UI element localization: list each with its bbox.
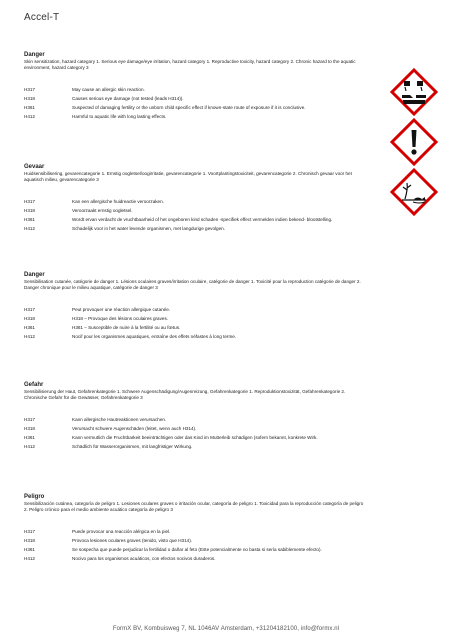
statement-row xyxy=(24,536,424,545)
signal-word: Peligro xyxy=(24,494,45,500)
h-code: H318 xyxy=(24,208,35,213)
h-text: Peut provoquer une réaction allergique cutanée. xyxy=(72,307,171,312)
h-text: May cause an allergic skin reaction. xyxy=(72,87,145,92)
exclamation-mark-icon xyxy=(390,118,438,166)
hazard-statements xyxy=(24,305,424,341)
h-text: Nocivo para los organismos acuáticos, con efectos nocivos duraderos. xyxy=(72,556,216,561)
h-code: H412 xyxy=(24,226,35,231)
h-code: H317 xyxy=(24,199,35,204)
statement-row xyxy=(24,433,424,442)
signal-word: Gefahr xyxy=(24,382,44,388)
hazard-statements xyxy=(24,85,424,121)
h-text: Se sospecha que puede perjudicar la fertilidad o dañar al feto (Este potencialmente no basta si sería sabiblemente efecto). xyxy=(72,547,322,552)
h-text: Kann allergische Hautreaktionen verursachen. xyxy=(72,417,167,422)
h-code: H361 xyxy=(24,325,35,330)
h-code: H318 xyxy=(24,538,35,543)
h-text: Schädlich für Wasserorganismen, mit langfristiger Wirkung. xyxy=(72,444,193,449)
hazard-statements xyxy=(24,415,424,451)
document-title: Accel-T xyxy=(24,12,60,23)
statement-row xyxy=(24,554,424,563)
hazard-classification: Sensibilisierung der Haut, Gefahrenkategorie 1. Schwere Augenschädigung/Augenreizung, Gefahrenkategorie 1. Reproduktionstoxizität, Gefahrenkategorie 2. Chronische Gefahr für die Gewässer, Gefahrenkategorie 3 xyxy=(24,389,346,400)
statement-row xyxy=(24,215,424,224)
hazard-section-en xyxy=(24,52,424,121)
hazard-statements xyxy=(24,197,424,233)
h-text: Puede provocar una reacción alérgica en la piel. xyxy=(72,529,171,534)
h-code: H361 xyxy=(24,217,35,222)
statement-row xyxy=(24,545,424,554)
h-text: Kan een allergische huidreactie veroorzaken. xyxy=(72,199,164,204)
h-text: Schadelijk voor in het water levende organismen, met langdurige gevolgen. xyxy=(72,226,225,231)
statement-row xyxy=(24,94,424,103)
statement-row xyxy=(24,415,424,424)
h-code: H412 xyxy=(24,556,35,561)
h-code: H412 xyxy=(24,444,35,449)
h-code: H412 xyxy=(24,114,35,119)
signal-word: Danger xyxy=(24,272,45,278)
h-text: Verursacht schwere Augenschäden (leitet, wenn auch H314). xyxy=(72,426,197,431)
h-text: H318 – Provoque des lésions oculaires graves. xyxy=(72,316,169,321)
hazard-section-es xyxy=(24,494,424,563)
statement-row xyxy=(24,206,424,215)
h-code: H361 xyxy=(24,105,35,110)
hazard-classification: Sensibilización cutánea, categoría de peligro 1. Lesiones oculares graves o irritación ocular, categoría de peligro 1. Toxicidad para la reproducción categoría de peligro 2. Peligro crónico para el medio ambiente acuático categoría de peligro 3 xyxy=(24,501,364,512)
h-code: H318 xyxy=(24,96,35,101)
hazard-classification: Skin sensitization, hazard category 1. Serious eye damage/eye irritation, hazard category 1. Reproductive toxicity, hazard category 2. Chronic hazard to the aquatic environment, hazard category 3 xyxy=(24,59,356,70)
company-footer: FormX BV, Kombuisweg 7, NL 1046AV Amsterdam, +31204182100, info@formx.nl xyxy=(112,626,340,632)
h-code: H318 xyxy=(24,426,35,431)
statement-row xyxy=(24,323,424,332)
h-code: H317 xyxy=(24,417,35,422)
h-text: Causes serious eye damage (not tested (leads H314)). xyxy=(72,96,184,101)
h-code: H361 xyxy=(24,547,35,552)
statement-row xyxy=(24,305,424,314)
h-text: Suspected of damaging fertility or the unborn child specific effect if known-state route of exposure if it is conclusive. xyxy=(72,105,306,110)
statement-row xyxy=(24,85,424,94)
hazard-section-de xyxy=(24,382,424,451)
h-code: H317 xyxy=(24,529,35,534)
statement-row xyxy=(24,527,424,536)
h-text: Veroorzaakt ernstig oogletsel. xyxy=(72,208,133,213)
statement-row xyxy=(24,332,424,341)
hazard-classification: Sensibilisation cutanée, catégorie de danger 1. Lésions oculaires graves/irritation oculaire, catégorie de danger 1. Toxicité pour la reproduction catégorie de danger 2. Danger chronique pour le milieu aquatique, catégorie de danger 3 xyxy=(24,279,361,290)
signal-word: Danger xyxy=(24,52,45,58)
h-text: Nocif pour les organismes aquatiques, entraîne des effets néfastes à long terme. xyxy=(72,334,237,339)
statement-row xyxy=(24,314,424,323)
h-code: H317 xyxy=(24,307,35,312)
hazard-section-nl xyxy=(24,164,424,233)
statement-row xyxy=(24,197,424,206)
h-text: Harmful to aquatic life with long lasting effects. xyxy=(72,114,167,119)
h-text: Provoca lesiones oculares graves (tenido, visto que H314). xyxy=(72,538,193,543)
statement-row xyxy=(24,442,424,451)
h-code: H318 xyxy=(24,316,35,321)
h-text: H361 – Susceptible de nuire à la fertilité ou au fœtus. xyxy=(72,325,181,330)
statement-row xyxy=(24,112,424,121)
signal-word: Gevaar xyxy=(24,164,45,170)
hazard-section-fr xyxy=(24,272,424,341)
hazard-statements xyxy=(24,527,424,563)
statement-row xyxy=(24,224,424,233)
h-text: Wordt ervan verdacht de vruchtbaarheid of het ongeboren kind schaden -specifiek effect vermelden indien bekend- blootstelling. xyxy=(72,217,333,222)
statement-row xyxy=(24,103,424,112)
h-text: Kann vermutlich die Fruchtbarkeit beeinträchtigen oder das Kind im Mutterleib schädigen (sofern bekannt, konkrete Wirk. xyxy=(72,435,318,440)
h-code: H317 xyxy=(24,87,35,92)
hazard-classification: Huidsensibilisering, gevarencategorie 1. Ernstig oogletsel/oogirritatie, gevarencategorie 1. Voortplantingstoxiciteit, gevarencategorie 2. Chronisch gevaar voor het aquatisch milieu, gevarencategorie 3 xyxy=(24,171,352,182)
h-code: H412 xyxy=(24,334,35,339)
statement-row xyxy=(24,424,424,433)
h-code: H361 xyxy=(24,435,35,440)
